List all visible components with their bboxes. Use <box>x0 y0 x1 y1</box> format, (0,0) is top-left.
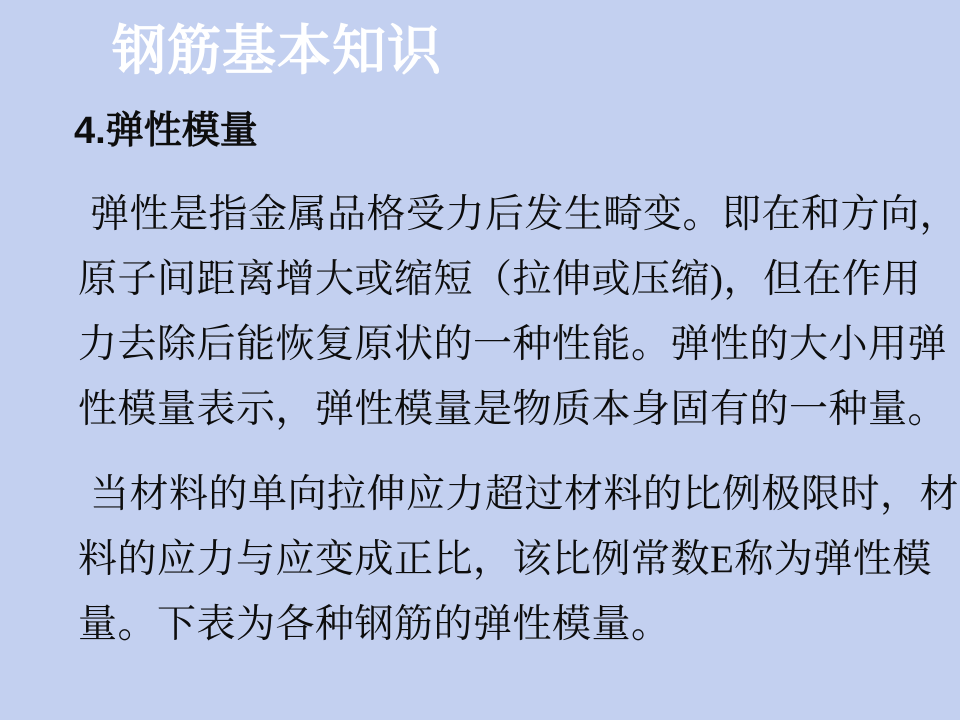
paragraph-line: 性模量表示，弹性模量是物质本身固有的一种量。 <box>78 388 948 431</box>
paragraph-line: 原子间距离增大或缩短（拉伸或压缩)，但在作用 <box>78 258 921 301</box>
section-number: 4. <box>74 110 106 152</box>
slide-title: 钢筋基本知识 <box>112 21 442 81</box>
paragraph-line: 量。下表为各种钢筋的弹性模量。 <box>78 603 671 646</box>
section-heading <box>74 108 258 154</box>
section-heading-text: 弹性模量 <box>105 110 258 152</box>
paragraph-line: 力去除后能恢复原状的一种性能。弹性的大小用弹 <box>78 323 948 366</box>
paragraph-modulus-definition <box>78 462 960 657</box>
paragraph-line: 弹性是指金属品格受力后发生畸变。即在和方向， <box>90 193 960 236</box>
paragraph-line: 料的应力与应变成正比，该比例常数E称为弹性模 <box>78 538 932 581</box>
paragraph-line: 当材料的单向拉伸应力超过材料的比例极限时，材 <box>90 473 960 516</box>
paragraph-elasticity-definition <box>78 182 960 442</box>
